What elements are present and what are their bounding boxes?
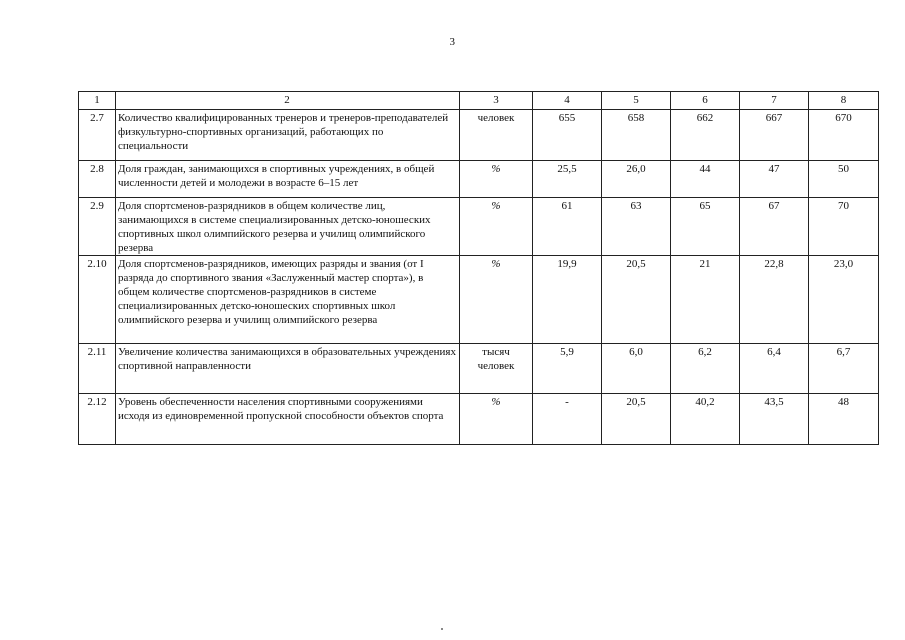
value-cell: 21 xyxy=(671,256,740,344)
page-number: 3 xyxy=(449,36,456,48)
value-cell: 70 xyxy=(809,198,879,256)
value-cell: 6,2 xyxy=(671,344,740,394)
unit-cell: человек xyxy=(460,110,533,161)
value-cell: 655 xyxy=(533,110,602,161)
indicator-name: Уровень обеспеченности населения спортивными сооружениями исходя из единовременной пропускной способности объектов спорта xyxy=(116,394,460,445)
value-cell: 6,4 xyxy=(740,344,809,394)
value-cell: 6,0 xyxy=(602,344,671,394)
indicator-name: Доля граждан, занимающихся в спортивных учреждениях, в общей численности детей и молодежи в возрасте 6–15 лет xyxy=(116,161,460,198)
table-header-row xyxy=(79,92,879,110)
header-cell: 7 xyxy=(740,92,809,110)
header-cell: 4 xyxy=(533,92,602,110)
row-number: 2.12 xyxy=(79,394,116,445)
unit-cell: тысяч человек xyxy=(460,344,533,394)
header-cell: 3 xyxy=(460,92,533,110)
value-cell: 48 xyxy=(809,394,879,445)
table-row xyxy=(79,344,879,394)
value-cell: 50 xyxy=(809,161,879,198)
indicator-name: Количество квалифицированных тренеров и тренеров-преподавателей физкультурно-спортивных организаций, работающих по специальности xyxy=(116,110,460,161)
value-cell: 662 xyxy=(671,110,740,161)
indicator-name: Доля спортсменов-разрядников в общем количестве лиц, занимающихся в системе специализированных детско-юношеских спортивных школ олимпийского резерва и училищ олимпийского резерва xyxy=(116,198,460,256)
value-cell: 25,5 xyxy=(533,161,602,198)
value-cell: 26,0 xyxy=(602,161,671,198)
table-row xyxy=(79,256,879,344)
header-cell: 8 xyxy=(809,92,879,110)
value-cell: - xyxy=(533,394,602,445)
value-cell: 44 xyxy=(671,161,740,198)
value-cell: 65 xyxy=(671,198,740,256)
header-cell: 5 xyxy=(602,92,671,110)
value-cell: 43,5 xyxy=(740,394,809,445)
value-cell: 670 xyxy=(809,110,879,161)
value-cell: 20,5 xyxy=(602,256,671,344)
value-cell: 658 xyxy=(602,110,671,161)
unit-cell: % xyxy=(460,198,533,256)
table-row xyxy=(79,161,879,198)
row-number: 2.8 xyxy=(79,161,116,198)
value-cell: 23,0 xyxy=(809,256,879,344)
value-cell: 67 xyxy=(740,198,809,256)
table-row xyxy=(79,110,879,161)
unit-cell: % xyxy=(460,394,533,445)
row-number: 2.9 xyxy=(79,198,116,256)
value-cell: 19,9 xyxy=(533,256,602,344)
value-cell: 61 xyxy=(533,198,602,256)
value-cell: 22,8 xyxy=(740,256,809,344)
value-cell: 63 xyxy=(602,198,671,256)
value-cell: 20,5 xyxy=(602,394,671,445)
value-cell: 47 xyxy=(740,161,809,198)
value-cell: 6,7 xyxy=(809,344,879,394)
row-number: 2.10 xyxy=(79,256,116,344)
scan-dot xyxy=(441,628,443,630)
value-cell: 667 xyxy=(740,110,809,161)
row-number: 2.11 xyxy=(79,344,116,394)
value-cell: 5,9 xyxy=(533,344,602,394)
unit-cell: % xyxy=(460,256,533,344)
indicator-table xyxy=(78,91,879,445)
table-row xyxy=(79,394,879,445)
indicator-name: Доля спортсменов-разрядников, имеющих разряды и звания (от I разряда до спортивного звания «Заслуженный мастер спорта»), в общем количестве спортсменов-разрядников в системе специализированных детско-юношеских спортивных школ олимпийского резерва и училищ олимпийского резерва xyxy=(116,256,460,344)
header-cell: 2 xyxy=(116,92,460,110)
header-cell: 6 xyxy=(671,92,740,110)
table-row xyxy=(79,198,879,256)
value-cell: 40,2 xyxy=(671,394,740,445)
row-number: 2.7 xyxy=(79,110,116,161)
header-cell: 1 xyxy=(79,92,116,110)
indicator-name: Увеличение количества занимающихся в образовательных учреждениях спортивной направленности xyxy=(116,344,460,394)
unit-cell: % xyxy=(460,161,533,198)
